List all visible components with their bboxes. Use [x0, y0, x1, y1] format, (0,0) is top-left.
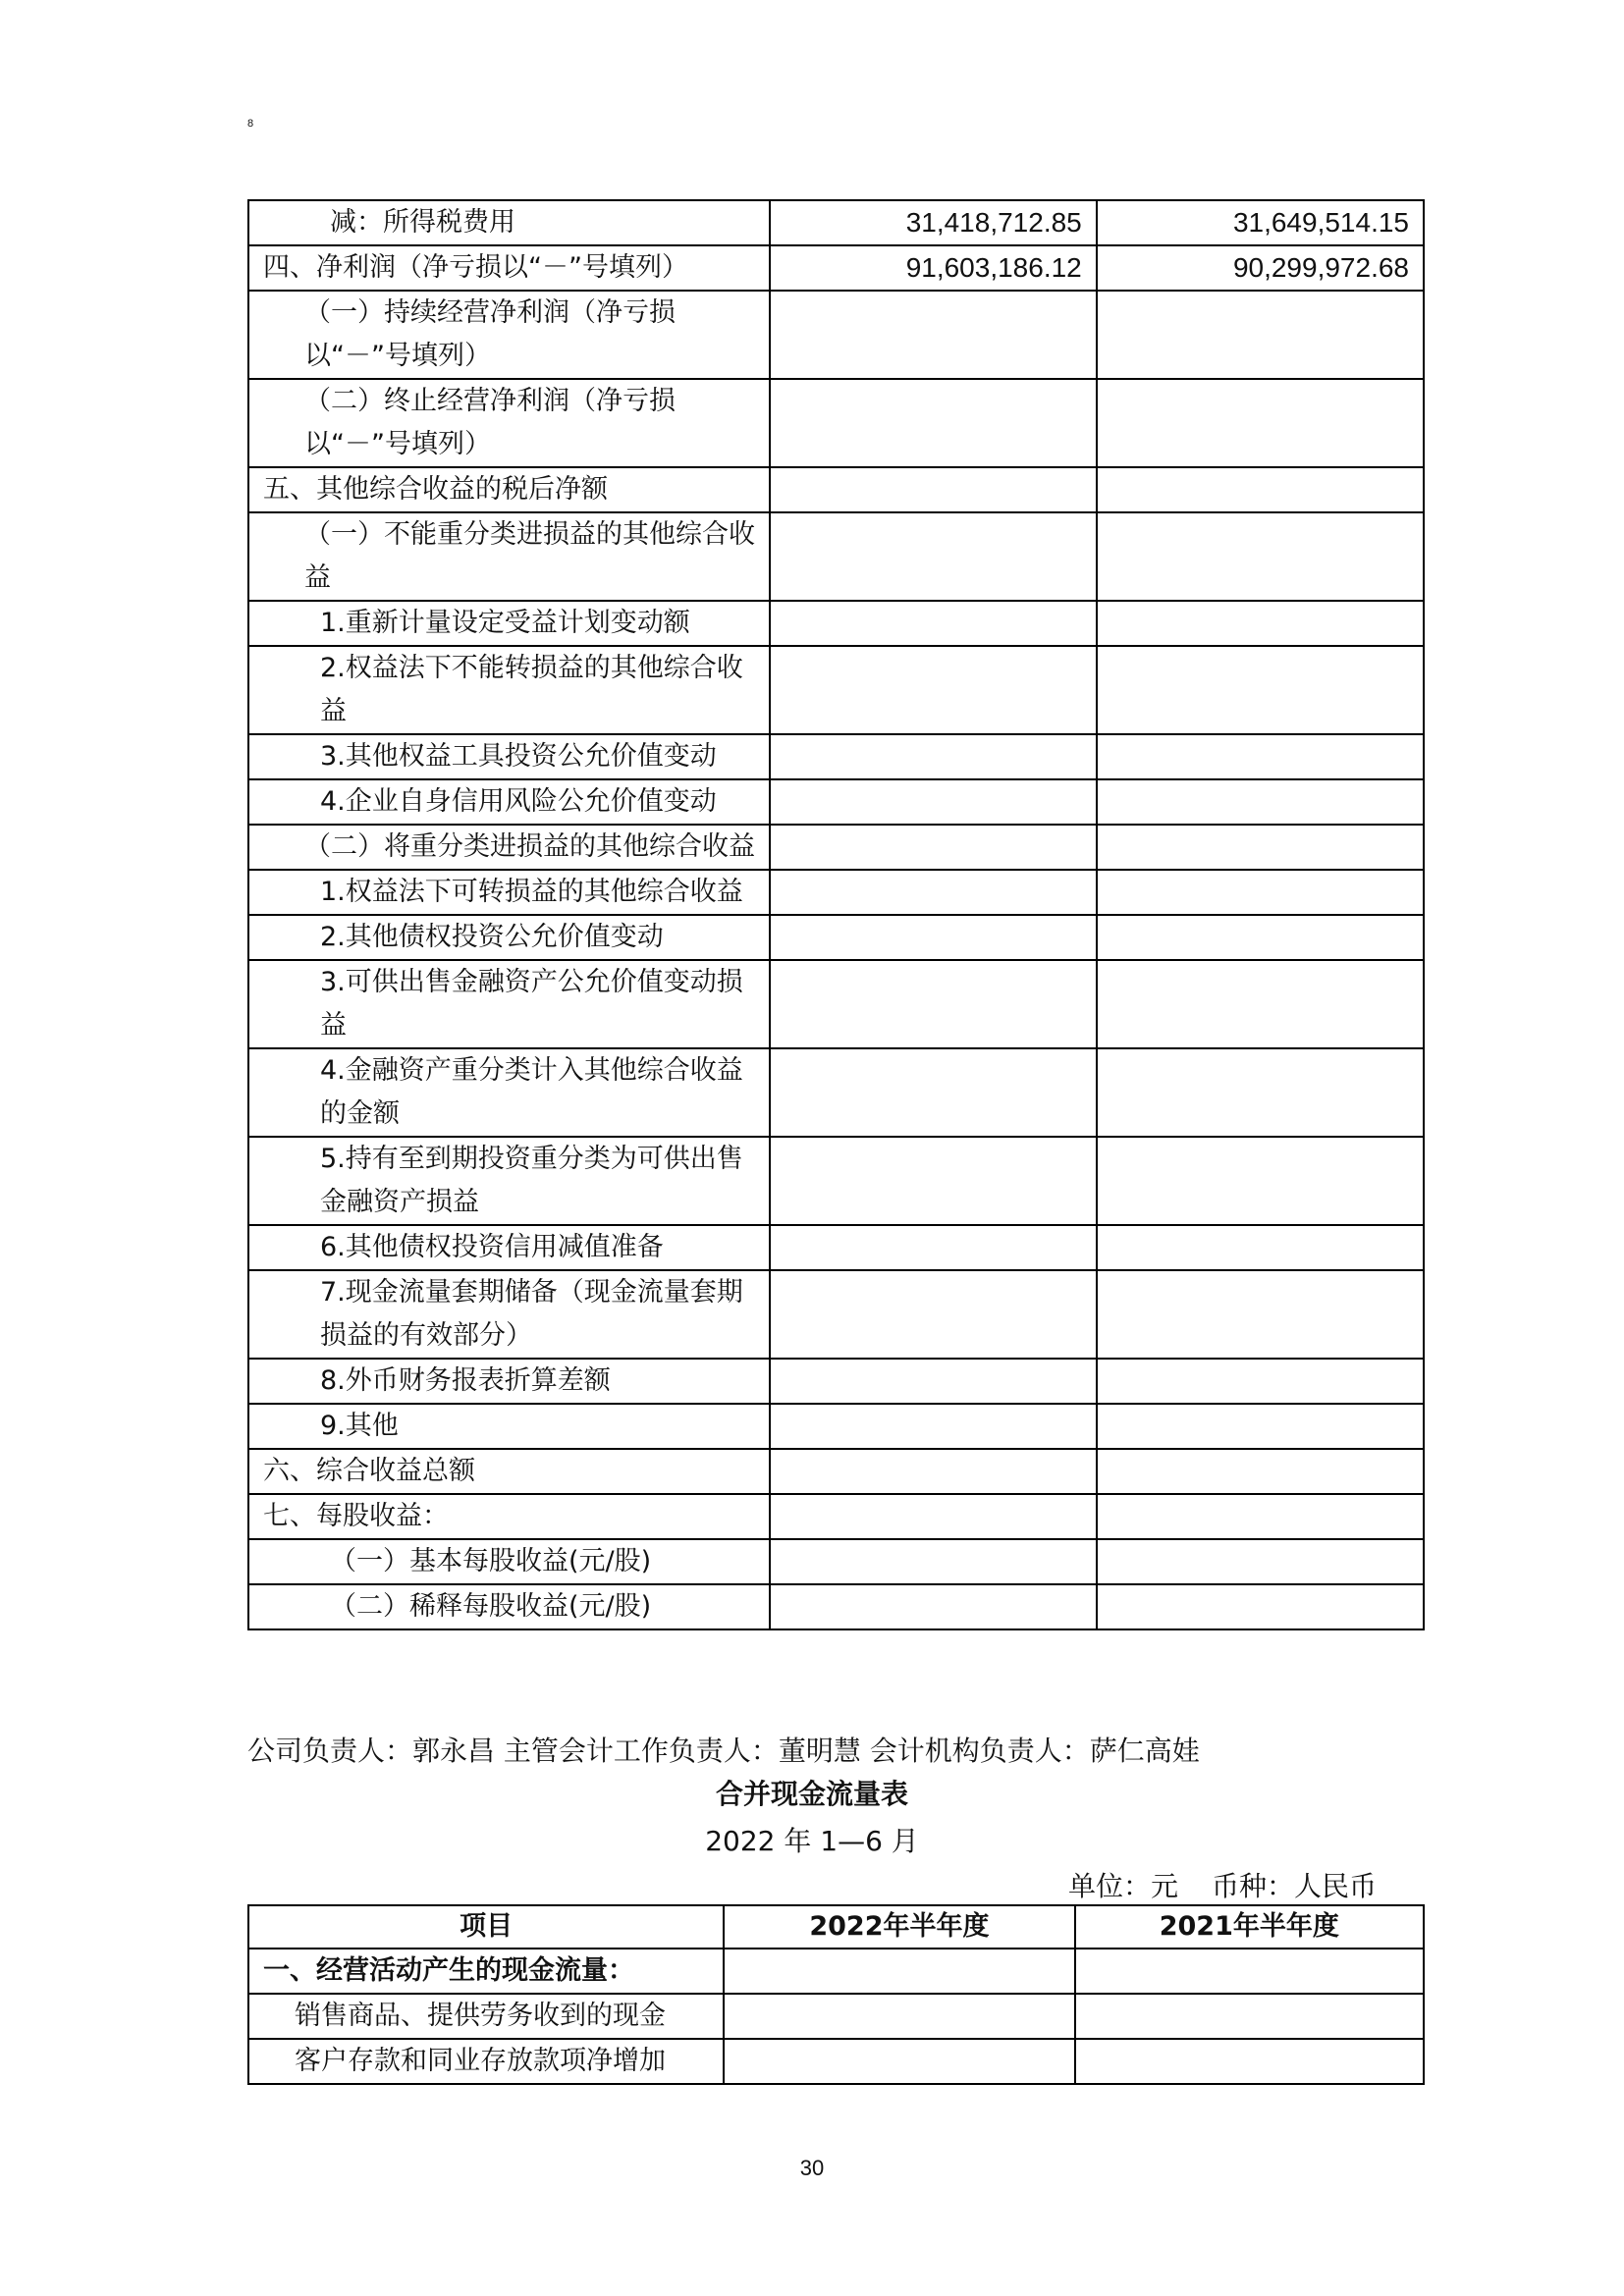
value-2022: [770, 825, 1097, 870]
table-row: [248, 601, 1424, 646]
value-2021: [1097, 1225, 1424, 1270]
value-2022: [770, 1494, 1097, 1539]
value-2021: [1097, 1584, 1424, 1629]
table-row: [248, 467, 1424, 512]
cashflow-statement-body: [248, 1949, 1424, 2084]
row-label: 四、净利润（净亏损以“－”号填列）: [248, 245, 770, 291]
row-label: （二）稀释每股收益(元/股): [248, 1584, 770, 1629]
value-2022: [770, 1359, 1097, 1404]
table-row: [248, 1584, 1424, 1629]
table-row: [248, 1048, 1424, 1137]
table-row: [248, 1539, 1424, 1584]
table-row: [248, 1494, 1424, 1539]
row-label: 4.金融资产重分类计入其他综合收益的金额: [248, 1048, 770, 1137]
table-row: [248, 1359, 1424, 1404]
value-2021: [1097, 734, 1424, 779]
value-2022: [770, 734, 1097, 779]
income-statement-body: [248, 200, 1424, 1629]
table-row: [248, 1449, 1424, 1494]
row-label: （一）基本每股收益(元/股): [248, 1539, 770, 1584]
value-2021: [1097, 1270, 1424, 1359]
table-row: [248, 1994, 1424, 2039]
value-2022: [770, 870, 1097, 915]
value-2022: [770, 1048, 1097, 1137]
table-row: [248, 2039, 1424, 2084]
row-label: 1.重新计量设定受益计划变动额: [248, 601, 770, 646]
value-2021: [1075, 1994, 1424, 2039]
cashflow-period: 2022 年 1—6 月: [705, 1825, 919, 1857]
row-label: 9.其他: [248, 1404, 770, 1449]
signatories-line: 公司负责人：郭永昌 主管会计工作负责人：董明慧 会计机构负责人：萨仁高娃: [247, 1735, 1200, 1767]
row-label: 五、其他综合收益的税后净额: [248, 467, 770, 512]
table-row: [248, 1137, 1424, 1225]
table-row: [248, 646, 1424, 734]
header-2021: 2021年半年度: [1075, 1905, 1424, 1949]
value-2022: [770, 379, 1097, 467]
row-label: 2.权益法下不能转损益的其他综合收益: [248, 646, 770, 734]
value-2021: [1097, 467, 1424, 512]
table-row: [248, 379, 1424, 467]
unit-label: 单位：元: [1068, 1870, 1179, 1902]
value-2021: [1097, 1359, 1424, 1404]
value-2021: [1097, 1048, 1424, 1137]
row-label: 8.外币财务报表折算差额: [248, 1359, 770, 1404]
value-2021: [1097, 1404, 1424, 1449]
value-2022: [770, 291, 1097, 379]
unit-currency-line: [1068, 1865, 1377, 1904]
row-label: （二）终止经营净利润（净亏损以“－”号填列）: [248, 379, 770, 467]
header-2022: 2022年半年度: [724, 1905, 1074, 1949]
row-label: 7.现金流量套期储备（现金流量套期损益的有效部分）: [248, 1270, 770, 1359]
value-2022: [770, 1225, 1097, 1270]
value-2021: [1097, 1137, 1424, 1225]
value-2021: [1075, 2039, 1424, 2084]
row-label: 6.其他债权投资信用减值准备: [248, 1225, 770, 1270]
table-row: [248, 779, 1424, 825]
value-2021: 90,299,972.68: [1097, 245, 1424, 291]
value-2022: [770, 1584, 1097, 1629]
value-2021: [1097, 379, 1424, 467]
value-2022: [724, 1949, 1074, 1994]
value-2021: [1097, 1539, 1424, 1584]
table-row: [248, 1225, 1424, 1270]
row-label: （二）将重分类进损益的其他综合收益: [248, 825, 770, 870]
currency-label: 币种：人民币: [1212, 1870, 1378, 1902]
value-2022: [770, 915, 1097, 960]
value-2021: [1097, 825, 1424, 870]
value-2021: [1097, 870, 1424, 915]
value-2022: [770, 467, 1097, 512]
row-label: 一、经营活动产生的现金流量：: [248, 1949, 724, 1994]
row-label: 七、每股收益：: [248, 1494, 770, 1539]
table-row: [248, 291, 1424, 379]
page-header-mark: 8: [247, 118, 254, 130]
value-2022: [770, 601, 1097, 646]
value-2022: [770, 779, 1097, 825]
row-label: 5.持有至到期投资重分类为可供出售金融资产损益: [248, 1137, 770, 1225]
row-label: 客户存款和同业存放款项净增加: [248, 2039, 724, 2084]
value-2022: [770, 1449, 1097, 1494]
cashflow-statement-title: 合并现金流量表: [715, 1778, 908, 1810]
row-label: 2.其他债权投资公允价值变动: [248, 915, 770, 960]
row-label: 1.权益法下可转损益的其他综合收益: [248, 870, 770, 915]
row-label: （一）持续经营净利润（净亏损以“－”号填列）: [248, 291, 770, 379]
value-2022: 91,603,186.12: [770, 245, 1097, 291]
value-2021: [1097, 512, 1424, 601]
value-2021: [1075, 1949, 1424, 1994]
value-2022: [770, 512, 1097, 601]
row-label: 3.可供出售金融资产公允价值变动损益: [248, 960, 770, 1048]
value-2022: [724, 2039, 1074, 2084]
row-label: （一）不能重分类进损益的其他综合收益: [248, 512, 770, 601]
value-2021: [1097, 1494, 1424, 1539]
table-row: [248, 915, 1424, 960]
cashflow-statement-table: [247, 1904, 1425, 2085]
table-row: [248, 870, 1424, 915]
table-row: [248, 960, 1424, 1048]
table-row: [248, 245, 1424, 291]
value-2021: [1097, 779, 1424, 825]
value-2021: [1097, 291, 1424, 379]
table-row: [248, 200, 1424, 245]
table-row: [248, 512, 1424, 601]
value-2021: [1097, 646, 1424, 734]
value-2022: [770, 960, 1097, 1048]
row-label: 4.企业自身信用风险公允价值变动: [248, 779, 770, 825]
value-2021: [1097, 601, 1424, 646]
row-label: 销售商品、提供劳务收到的现金: [248, 1994, 724, 2039]
page-number: 30: [799, 2156, 825, 2180]
header-item: 项目: [248, 1905, 724, 1949]
value-2022: 31,418,712.85: [770, 200, 1097, 245]
table-row: [248, 1949, 1424, 1994]
value-2022: [770, 1270, 1097, 1359]
cashflow-header-row: [248, 1905, 1424, 1949]
value-2022: [724, 1994, 1074, 2039]
value-2022: [770, 1137, 1097, 1225]
value-2022: [770, 1404, 1097, 1449]
table-row: [248, 1270, 1424, 1359]
value-2022: [770, 1539, 1097, 1584]
value-2022: [770, 646, 1097, 734]
row-label: 3.其他权益工具投资公允价值变动: [248, 734, 770, 779]
row-label: 六、综合收益总额: [248, 1449, 770, 1494]
value-2021: [1097, 915, 1424, 960]
table-row: [248, 825, 1424, 870]
row-label: 减：所得税费用: [248, 200, 770, 245]
table-row: [248, 734, 1424, 779]
value-2021: 31,649,514.15: [1097, 200, 1424, 245]
table-row: [248, 1404, 1424, 1449]
value-2021: [1097, 960, 1424, 1048]
income-statement-table: [247, 199, 1425, 1630]
value-2021: [1097, 1449, 1424, 1494]
